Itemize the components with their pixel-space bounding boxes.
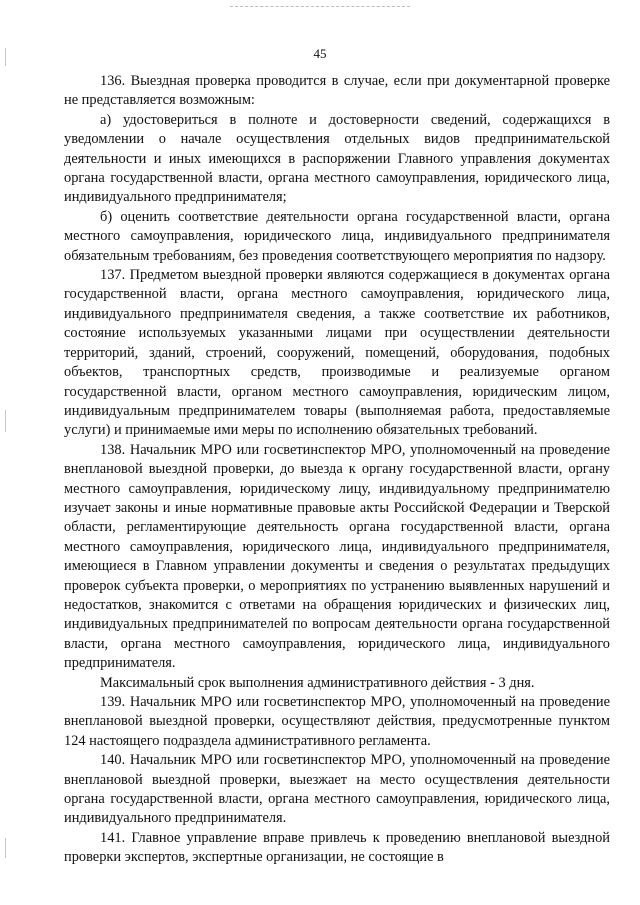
paragraph-140: 140. Начальник МРО или госветинспектор МРО, уполномоченный на проведение внеплановой выездной проверки, выезжает на место осуществления деятельности органа государственной власти, органа местного самоуправления, юридического лица, индивидуального предпринимателя. <box>64 752 610 827</box>
document-body <box>64 72 610 868</box>
paragraph-136-b: б) оценить соответствие деятельности органа государственной власти, органа местного самоуправления, юридического лица, индивидуального предпринимателя обязательным требованиям, без проведения соответствующего мероприятия по надзору. <box>64 208 610 264</box>
paragraph-137: 137. Предметом выездной проверки являются содержащиеся в документах органа государственной власти, органа местного самоуправления, юридического лица, индивидуального предпринимателя сведения, а также соответствие их работников, состояние используемых указанными лицами при осуществлении деятельности территорий, зданий, строений, сооружений, помещений, оборудования, подобных объектов, транспортных средств, производимые и реализуемые органом государственной власти, органом местного самоуправления, юридическим лицом, индивидуальным предпринимателем товары (выполняемая работа, предоставляемые услуги) и принимаемые ими меры по исполнению обязательных требований. <box>64 267 610 439</box>
page-number: 45 <box>313 46 327 61</box>
paragraph-136-a: а) удостовериться в полноте и достоверности сведений, содержащихся в уведомлении о начале осуществления отдельных видов предпринимательской деятельности и иных имеющихся в распоряжении Главного управления документах органа государственной власти, органа местного самоуправления, юридического лица, индивидуального предпринимателя; <box>64 111 610 206</box>
scan-edge-mark <box>5 838 6 858</box>
scan-top-artifact <box>230 6 410 8</box>
paragraph-138: 138. Начальник МРО или госветинспектор МРО, уполномоченный на проведение внеплановой выездной проверки, до выезда к органу государственной власти, органу местного самоуправления, юридическому лицу, индивидуальному предпринимателю изучает законы и иные нормативные правовые акты Российской Федерации и Тверской области, регламентирующие деятельность органа государственной власти, органа местного самоуправления, юридического лица, индивидуального предпринимателя, имеющиеся в Главном управлении документы и сведения о результатах предыдущих проверок субъекта проверки, о мероприятиях по устранению выявленных нарушений и недостатков, знакомится с ответами на обращения юридических и физических лиц, индивидуальных предпринимателей по вопросам деятельности органа государственной власти, органа местного самоуправления, юридического лица, индивидуального предпринимателя. <box>64 441 610 672</box>
scan-edge-mark <box>5 410 6 432</box>
paragraph-141: 141. Главное управление вправе привлечь к проведению внеплановой выездной проверки экспертов, экспертные организации, не состоящие в <box>64 829 610 866</box>
paragraph-136: 136. Выездная проверка проводится в случае, если при документарной проверке не представляется возможным: <box>64 73 610 109</box>
paragraph-139: 139. Начальник МРО или госветинспектор МРО, уполномоченный на проведение внеплановой выездной проверки, осуществляют действия, предусмотренные пунктом 124 настоящего подраздела административного регламента. <box>64 694 610 749</box>
paragraph-deadline: Максимальный срок выполнения административного действия - 3 дня. <box>100 674 535 691</box>
